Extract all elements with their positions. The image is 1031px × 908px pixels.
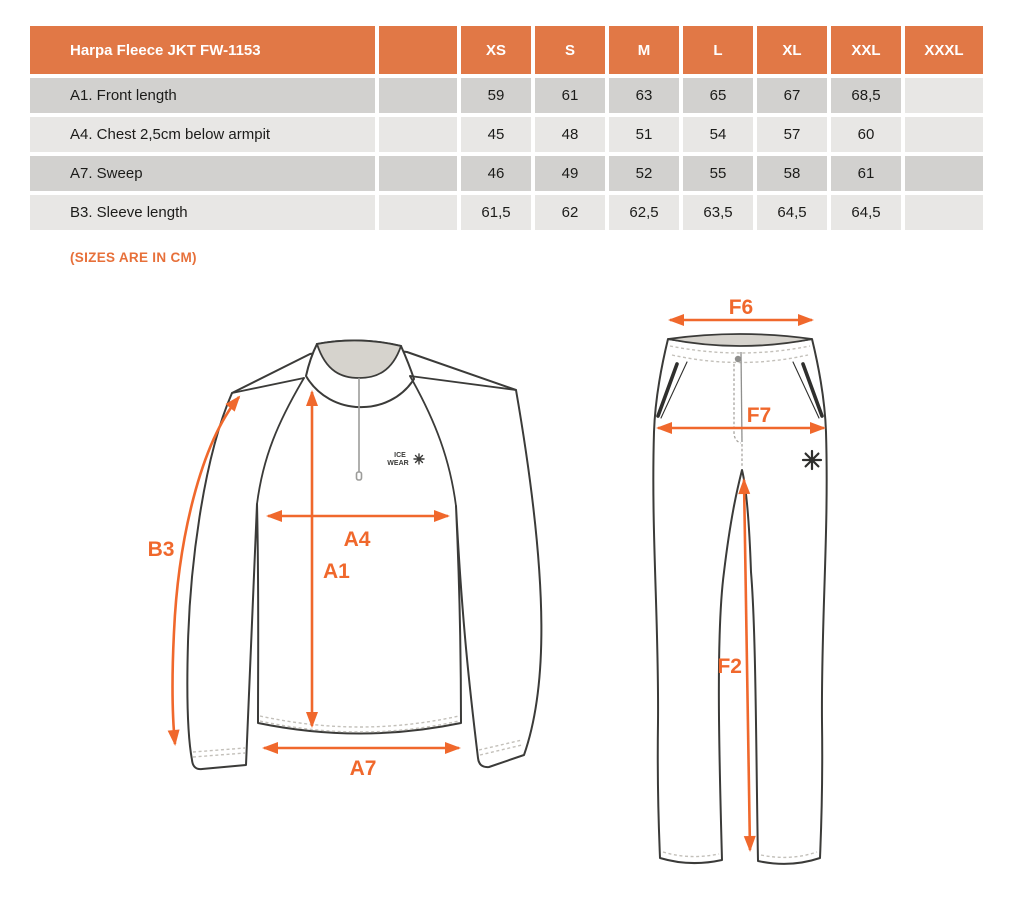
value-cell: 48 — [535, 117, 605, 152]
value-cell: 49 — [535, 156, 605, 191]
pants-drawing — [653, 296, 826, 864]
table-row — [30, 78, 983, 113]
blank-cell — [379, 195, 457, 230]
size-header: XL — [757, 26, 827, 74]
garment-diagrams — [0, 292, 1031, 908]
row-label: B3. Sleeve length — [30, 195, 375, 230]
value-cell: 61 — [535, 78, 605, 113]
size-table — [26, 22, 987, 234]
logo-line2: WEAR — [387, 460, 409, 467]
size-chart-page — [0, 22, 1031, 908]
blank-cell — [379, 117, 457, 152]
value-cell: 52 — [609, 156, 679, 191]
row-label: A1. Front length — [30, 78, 375, 113]
value-cell: 61 — [831, 156, 901, 191]
value-cell: 46 — [461, 156, 531, 191]
table-row — [30, 195, 983, 230]
value-cell: 60 — [831, 117, 901, 152]
value-cell: 54 — [683, 117, 753, 152]
logo-line1: ICE — [394, 452, 406, 459]
pants-silhouette — [653, 339, 826, 864]
row-label: A7. Sweep — [30, 156, 375, 191]
value-cell: 63,5 — [683, 195, 753, 230]
value-cell — [905, 156, 983, 191]
table-header-row — [30, 26, 983, 74]
value-cell: 68,5 — [831, 78, 901, 113]
f2-label: F2 — [717, 655, 742, 678]
table-row — [30, 117, 983, 152]
size-header: XXL — [831, 26, 901, 74]
value-cell: 62,5 — [609, 195, 679, 230]
value-cell: 59 — [461, 78, 531, 113]
table-row — [30, 156, 983, 191]
a1-label: A1 — [323, 560, 350, 583]
value-cell: 45 — [461, 117, 531, 152]
size-header: XXXL — [905, 26, 983, 74]
value-cell — [905, 117, 983, 152]
value-cell: 58 — [757, 156, 827, 191]
value-cell: 62 — [535, 195, 605, 230]
size-header: XS — [461, 26, 531, 74]
row-label: A4. Chest 2,5cm below armpit — [30, 117, 375, 152]
blank-cell — [379, 78, 457, 113]
value-cell — [905, 195, 983, 230]
value-cell — [905, 78, 983, 113]
value-cell: 67 — [757, 78, 827, 113]
f6-label: F6 — [728, 296, 754, 319]
value-cell: 64,5 — [757, 195, 827, 230]
size-header: M — [609, 26, 679, 74]
blank-header-cell — [379, 26, 457, 74]
jacket-drawing — [148, 340, 542, 780]
value-cell: 61,5 — [461, 195, 531, 230]
value-cell: 65 — [683, 78, 753, 113]
a4-label: A4 — [343, 528, 371, 551]
value-cell: 63 — [609, 78, 679, 113]
icewear-leg-snowflake-icon — [803, 451, 821, 469]
waist-button — [735, 356, 741, 362]
value-cell: 64,5 — [831, 195, 901, 230]
size-header: L — [683, 26, 753, 74]
f7-label: F7 — [746, 404, 772, 427]
units-caption: (SIZES ARE IN CM) — [70, 250, 197, 265]
a7-label: A7 — [349, 757, 377, 780]
size-header: S — [535, 26, 605, 74]
blank-cell — [379, 156, 457, 191]
jacket-silhouette — [187, 348, 541, 769]
logo-snowflake-icon — [414, 454, 424, 464]
product-title: Harpa Fleece JKT FW-1153 — [30, 26, 375, 74]
b3-label: B3 — [147, 538, 175, 561]
value-cell: 55 — [683, 156, 753, 191]
value-cell: 51 — [609, 117, 679, 152]
value-cell: 57 — [757, 117, 827, 152]
